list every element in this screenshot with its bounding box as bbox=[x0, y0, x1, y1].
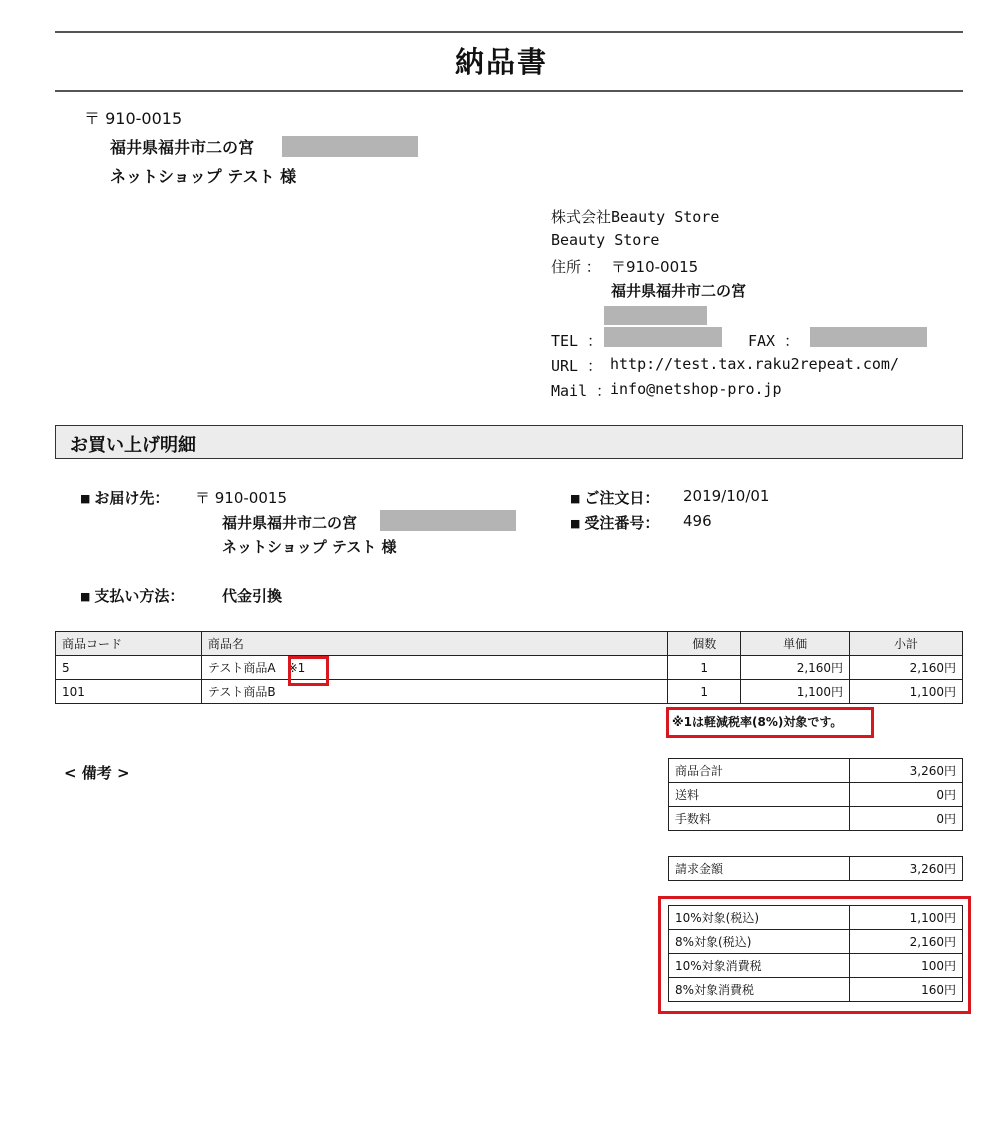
company-address-label: 住所 ： bbox=[551, 258, 601, 276]
cell-name bbox=[201, 656, 667, 680]
summary-label: 送料 bbox=[669, 783, 850, 807]
payment-label: ■ 支払い方法： bbox=[80, 585, 184, 606]
delivery-label: ■ お届け先： bbox=[80, 487, 169, 508]
redacted-block bbox=[380, 510, 516, 531]
cell-qty: 1 bbox=[668, 656, 741, 680]
company-tel-label: TEL ： bbox=[551, 332, 603, 350]
company-mail-label: Mail ： bbox=[551, 382, 612, 400]
summary-label: 商品合計 bbox=[669, 759, 850, 783]
invoice-total-label: 請求金額 bbox=[669, 857, 850, 881]
reduced-tax-mark: ※1 bbox=[287, 661, 306, 675]
section-header bbox=[55, 425, 963, 459]
order-date-label: ■ ご注文日： bbox=[570, 487, 659, 508]
summary-label: 手数料 bbox=[669, 807, 850, 831]
tax-value: 160円 bbox=[850, 978, 963, 1002]
document-title: 納品書 bbox=[454, 45, 548, 79]
highlight-tax-box bbox=[658, 896, 971, 1014]
redacted-block bbox=[604, 327, 722, 347]
recipient-postal: 〒 910-0015 bbox=[84, 109, 183, 128]
section-title: お買い上げ明細 bbox=[70, 435, 196, 456]
company-address: 福井県福井市二の宮 bbox=[611, 282, 747, 300]
header-price: 単価 bbox=[741, 632, 850, 656]
company-url: http://test.tax.raku2repeat.com/ bbox=[610, 355, 899, 373]
tax-value: 2,160円 bbox=[850, 930, 963, 954]
delivery-name: ネットショップ テスト 様 bbox=[222, 538, 397, 556]
tax-value: 1,100円 bbox=[850, 906, 963, 930]
footnote: ※1は軽減税率(8%)対象です。 bbox=[672, 715, 843, 729]
company-shop: Beauty Store bbox=[551, 231, 660, 249]
highlight-mark-box bbox=[288, 656, 329, 686]
table-row bbox=[669, 857, 963, 881]
invoice-total-table bbox=[668, 856, 963, 881]
delivery-postal: 〒 910-0015 bbox=[195, 489, 287, 507]
summary-value: 3,260円 bbox=[850, 759, 963, 783]
tax-value: 100円 bbox=[850, 954, 963, 978]
order-number-label: ■ 受注番号： bbox=[570, 512, 659, 533]
cell-code: 5 bbox=[56, 656, 202, 680]
redacted-block bbox=[282, 136, 418, 157]
summary-table bbox=[668, 758, 963, 831]
remarks-label: < 備考 > bbox=[64, 764, 130, 782]
items-table bbox=[55, 631, 963, 704]
redacted-block bbox=[604, 306, 707, 325]
payment-value: 代金引換 bbox=[222, 587, 283, 605]
company-name: 株式会社Beauty Store bbox=[551, 208, 720, 226]
company-fax-label: FAX ： bbox=[748, 332, 800, 350]
cell-code: 101 bbox=[56, 680, 202, 704]
cell-name bbox=[201, 680, 667, 704]
header-subtotal: 小計 bbox=[850, 632, 963, 656]
cell-price: 2,160円 bbox=[741, 656, 850, 680]
recipient-address: 福井県福井市二の宮 bbox=[110, 138, 255, 157]
summary-value: 0円 bbox=[850, 807, 963, 831]
cell-price: 1,100円 bbox=[741, 680, 850, 704]
table-row bbox=[56, 656, 963, 680]
highlight-footnote-box bbox=[666, 707, 874, 738]
cell-qty: 1 bbox=[668, 680, 741, 704]
summary-value: 0円 bbox=[850, 783, 963, 807]
tax-label: 10%対象(税込) bbox=[669, 906, 850, 930]
tax-label: 10%対象消費税 bbox=[669, 954, 850, 978]
tax-label: 8%対象消費税 bbox=[669, 978, 850, 1002]
table-row bbox=[669, 759, 963, 783]
delivery-address: 福井県福井市二の宮 bbox=[222, 514, 358, 532]
order-number: 496 bbox=[683, 512, 712, 530]
table-row bbox=[56, 680, 963, 704]
title-bottom-rule bbox=[55, 90, 963, 92]
company-postal: 〒910-0015 bbox=[611, 258, 699, 276]
order-date: 2019/10/01 bbox=[683, 487, 770, 505]
header-name: 商品名 bbox=[201, 632, 667, 656]
company-url-label: URL ： bbox=[551, 357, 603, 375]
cell-subtotal: 1,100円 bbox=[850, 680, 963, 704]
product-name: テスト商品B bbox=[207, 685, 276, 699]
cell-subtotal: 2,160円 bbox=[850, 656, 963, 680]
title-top-rule bbox=[55, 31, 963, 33]
table-header-row bbox=[56, 632, 963, 656]
redacted-block bbox=[810, 327, 927, 347]
table-row bbox=[669, 807, 963, 831]
tax-label: 8%対象(税込) bbox=[669, 930, 850, 954]
table-row bbox=[669, 783, 963, 807]
recipient-name: ネットショップ テスト 様 bbox=[110, 167, 297, 186]
header-code: 商品コード bbox=[56, 632, 202, 656]
company-mail: info@netshop-pro.jp bbox=[610, 380, 782, 398]
header-qty: 個数 bbox=[668, 632, 741, 656]
invoice-total-value: 3,260円 bbox=[850, 857, 963, 881]
product-name: テスト商品A bbox=[207, 661, 276, 675]
